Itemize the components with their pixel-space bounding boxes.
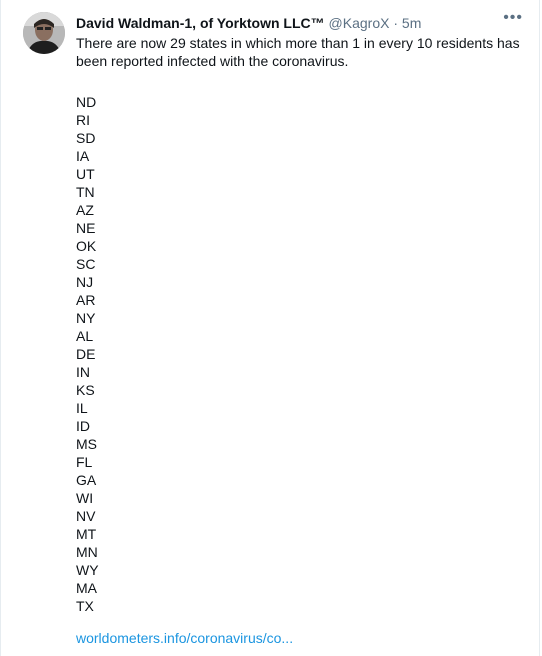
list-item: UT xyxy=(76,166,95,182)
list-item: SD xyxy=(76,130,96,146)
list-item: FL xyxy=(76,454,93,470)
more-horizontal-icon: ••• xyxy=(503,9,523,26)
author-name[interactable]: David Waldman-1, of Yorktown LLC™ xyxy=(76,15,325,31)
list-item: OK xyxy=(76,238,97,254)
tweet-header xyxy=(76,14,421,32)
list-item: MN xyxy=(76,544,98,560)
tweet-timestamp[interactable]: 5m xyxy=(401,15,422,31)
list-item: ND xyxy=(76,94,97,110)
states-list xyxy=(76,93,99,615)
list-item: WI xyxy=(76,490,94,506)
avatar[interactable] xyxy=(23,12,65,54)
list-item: IN xyxy=(76,364,90,380)
list-item: AL xyxy=(76,328,94,344)
avatar-image xyxy=(23,12,65,54)
separator-dot: · xyxy=(393,15,399,31)
list-item: AR xyxy=(76,292,96,308)
list-item: WY xyxy=(76,562,99,578)
list-item: NV xyxy=(76,508,96,524)
more-options-button[interactable] xyxy=(503,9,523,27)
list-item: DE xyxy=(76,346,96,362)
list-item: NE xyxy=(76,220,96,236)
list-item: KS xyxy=(76,382,95,398)
list-item: MT xyxy=(76,526,97,542)
list-item: IL xyxy=(76,400,88,416)
source-link[interactable]: worldometers.info/coronavirus/co... xyxy=(76,630,294,646)
list-item: TX xyxy=(76,598,94,614)
list-item: RI xyxy=(76,112,90,128)
list-item: NJ xyxy=(76,274,94,290)
list-item: IA xyxy=(76,148,90,164)
list-item: AZ xyxy=(76,202,94,218)
list-item: ID xyxy=(76,418,90,434)
list-item: MA xyxy=(76,580,97,596)
list-item: GA xyxy=(76,472,97,488)
list-item: MS xyxy=(76,436,97,452)
list-item: NY xyxy=(76,310,96,326)
list-item: TN xyxy=(76,184,95,200)
list-item: SC xyxy=(76,256,96,272)
author-handle[interactable]: @KagroX xyxy=(328,15,390,31)
tweet-text: There are now 29 states in which more than 1 in every 10 residents has been reported infected with the coronavirus. xyxy=(76,35,520,69)
